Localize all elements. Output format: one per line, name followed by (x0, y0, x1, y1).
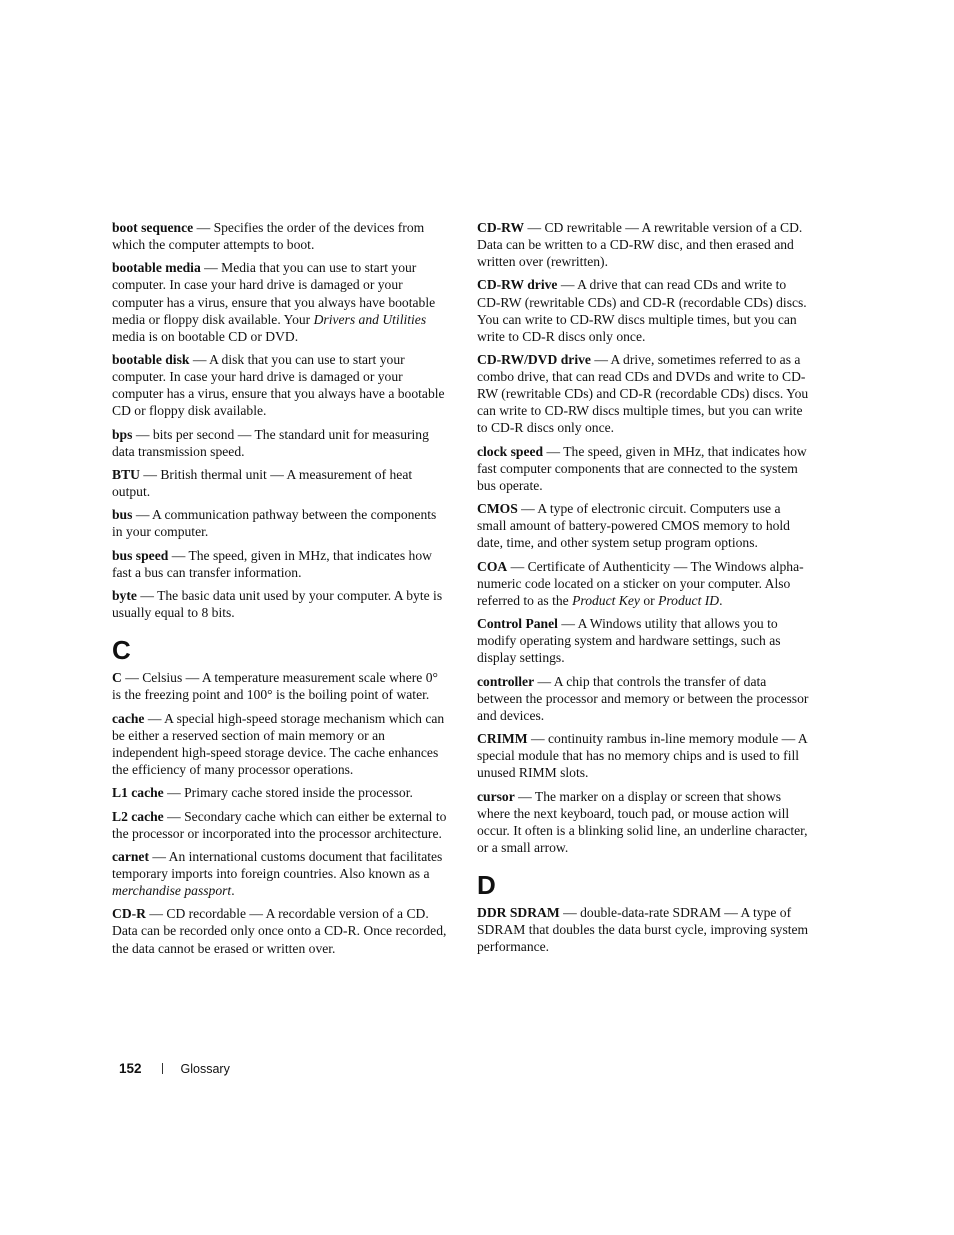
section-heading-d: D (477, 869, 496, 900)
glossary-entry-coa: COA — Certificate of Authenticity — The Windows alpha-numeric code located on a sticker on your computer. Also referred to as the Product Key or Product ID. (477, 558, 804, 608)
glossary-entry-clock-speed: clock speed — The speed, given in MHz, that indicates how fast computer components that are connected to the system bus operate. (477, 443, 807, 493)
section-heading-c: C (112, 635, 131, 666)
glossary-entry-control-panel: Control Panel — A Windows utility that allows you to modify operating system and hardware settings, such as display settings. (477, 616, 781, 666)
glossary-entry-bootable-media: bootable media — Media that you can use to start your computer. In case your hard drive is damaged or your computer has a virus, ensure that you always have bootable media or floppy disk available. Your Drivers and Utilities media is on bootable CD or DVD. (112, 260, 436, 344)
glossary-entry-cache: cache — A special high-speed storage mechanism which can be either a reserved section of main memory or an independent high-speed storage device. The cache enhances the efficiency of many processor operations. (112, 710, 445, 777)
footer-divider (162, 1063, 163, 1074)
glossary-entry-cd-rw: CD-RW — CD rewritable — A rewritable version of a CD. Data can be written to a CD-RW disc, and then erased and written over (rewritten). (477, 220, 803, 270)
glossary-entry-bootable-disk: bootable disk — A disk that you can use to start your computer. In case your hard drive is damaged or your computer has a virus, ensure that you always have a bootable CD or floppy disk available. (112, 352, 445, 419)
glossary-entry-cursor: cursor — The marker on a display or screen that shows where the next keyboard, touch pad, or mouse action will occur. It often is a blinking solid line, an underline character, or a small arrow. (477, 788, 808, 855)
glossary-entry-cd-r: CD-R — CD recordable — A recordable version of a CD. Data can be recorded only once onto a CD-R. Once recorded, the data cannot be erased or written over. (112, 906, 447, 956)
glossary-entry-l2-cache: L2 cache — Secondary cache which can either be external to the processor or incorporated into the processor architecture. (112, 808, 447, 841)
glossary-entry-cd-rw-drive: CD-RW drive — A drive that can read CDs and write to CD-RW (rewritable CDs) and CD-R (recordable CDs) discs. You can write to CD-RW discs multiple times, but you can write to CD-R discs only once. (477, 277, 807, 344)
page-footer (119, 1061, 230, 1076)
glossary-entry-boot-sequence: boot sequence — Specifies the order of the devices from which the computer attempts to boot. (112, 220, 425, 253)
glossary-entry-btu: BTU — British thermal unit — A measurement of heat output. (112, 466, 413, 500)
glossary-entry-cd-rw-dvd-drive: CD-RW/DVD drive — A drive, sometimes referred to as a combo drive, that can read CDs and DVDs and write to CD-RW (rewritable CDs) and CD-R (recordable CDs) discs. You can write to CD-RW discs multiple times, but you can write to CD-R discs only once. (477, 352, 809, 436)
glossary-entry-controller: controller — A chip that controls the transfer of data between the processor and memory or between the processor and devices. (477, 673, 809, 723)
left-column (112, 219, 448, 963)
glossary-entry-bus-speed: bus speed — The speed, given in MHz, that indicates how fast a bus can transfer information. (112, 547, 432, 580)
right-column (477, 219, 813, 961)
glossary-entry-c: C — Celsius — A temperature measurement scale where 0° is the freezing point and 100° is the boiling point of water. (112, 670, 438, 703)
glossary-entry-l1-cache: L1 cache — Primary cache stored inside the processor. (112, 785, 413, 801)
glossary-entry-cmos: CMOS — A type of electronic circuit. Computers use a small amount of battery-powered CMOS memory to hold date, time, and other system setup program options. (477, 501, 790, 551)
glossary-entry-byte: byte — The basic data unit used by your computer. A byte is usually equal to 8 bits. (112, 588, 443, 621)
glossary-entry-bps: bps — bits per second — The standard unit for measuring data transmission speed. (112, 426, 429, 459)
glossary-entry-carnet: carnet — An international customs document that facilitates temporary imports into foreign countries. Also known as a merchandise passport. (112, 848, 443, 899)
footer-section-name: Glossary (180, 1062, 230, 1076)
glossary-entry-bus: bus — A communication pathway between the components in your computer. (112, 507, 437, 540)
page-number: 152 (119, 1061, 142, 1076)
glossary-entry-ddr-sdram: DDR SDRAM — double-data-rate SDRAM — A type of SDRAM that doubles the data burst cycle, improving system performance. (477, 904, 809, 955)
glossary-entry-crimm: CRIMM — continuity rambus in-line memory module — A special module that has no memory chips and is used to fill unused RIMM slots. (477, 731, 807, 781)
